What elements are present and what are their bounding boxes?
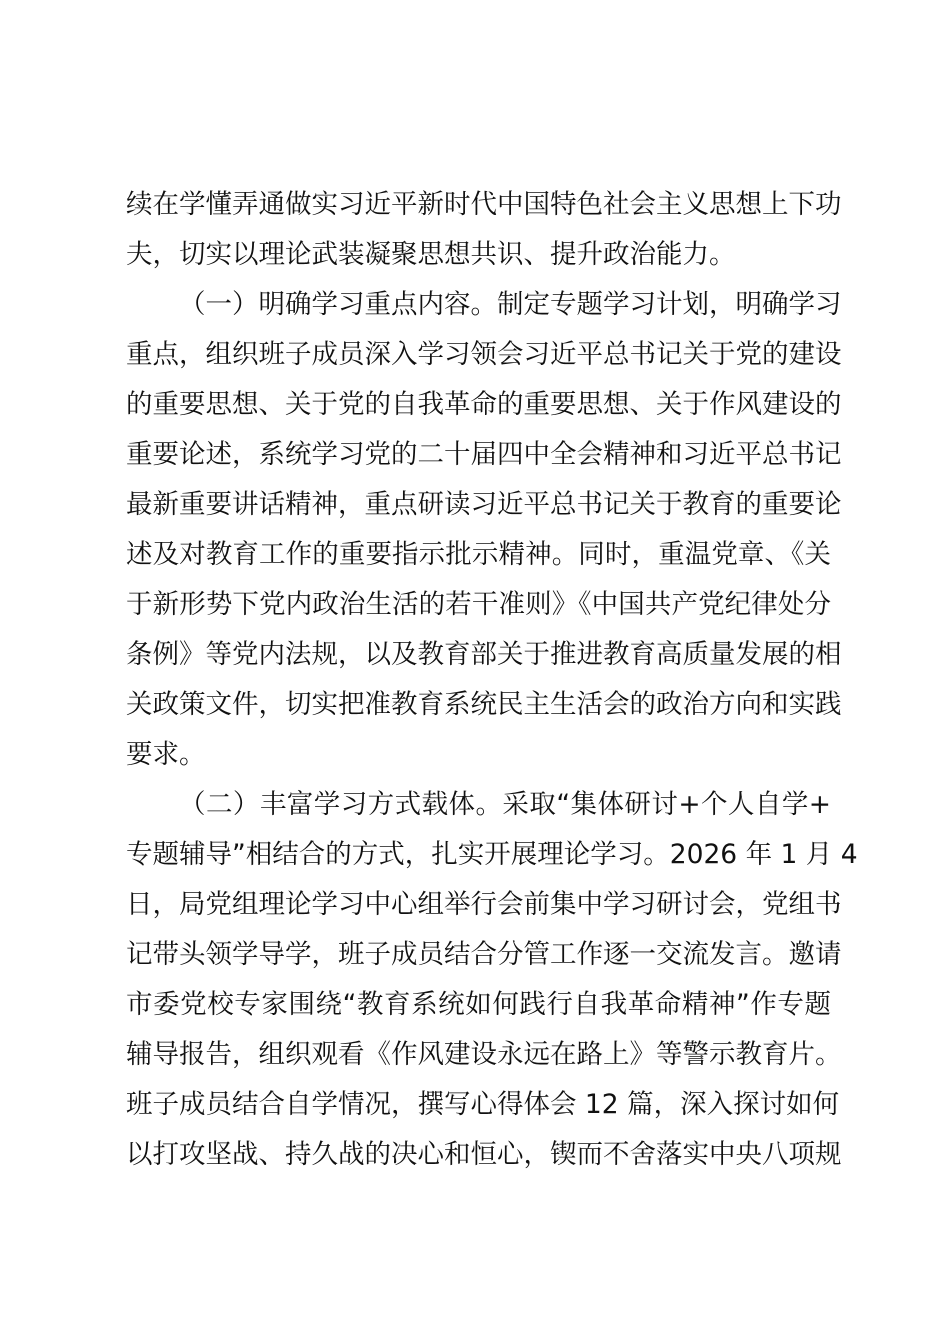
section-heading-line: （二）丰富学习方式载体。采取“集体研讨+个人自学+ — [179, 789, 831, 820]
paragraph-continuation — [126, 180, 842, 280]
text-line: 续在学懂弄通做实习近平新时代中国特色社会主义思想上下功 — [126, 189, 842, 220]
text-line: 日，局党组理论学习中心组举行会前集中学习研讨会，党组书 — [126, 889, 842, 920]
text-line: 班子成员结合自学情况，撰写心得体会 12 篇，深入探讨如何 — [126, 1089, 840, 1120]
text-line: 市委党校专家围绕“教育系统如何践行自我革命精神”作专题 — [126, 989, 831, 1020]
text-line: 夫，切实以理论武装凝聚思想共识、提升政治能力。 — [126, 239, 736, 270]
document-body — [126, 180, 858, 1180]
text-line: 要求。 — [126, 739, 206, 770]
text-line: 辅导报告，组织观看《作风建设永远在路上》等警示教育片。 — [126, 1039, 842, 1070]
text-line: 以打攻坚战、持久战的决心和恒心，锲而不舍落实中央八项规 — [126, 1139, 842, 1170]
text-line: 述及对教育工作的重要指示批示精神。同时，重温党章、《关 — [126, 539, 831, 570]
text-line: 记带头领学导学，班子成员结合分管工作逐一交流发言。邀请 — [126, 939, 842, 970]
text-line: 专题辅导”相结合的方式，扎实开展理论学习。2026 年 1 月 4 — [126, 839, 858, 870]
text-line: 于新形势下党内政治生活的若干准则》《中国共产党纪律处分 — [126, 589, 831, 620]
text-line: 关政策文件，切实把准教育系统民主生活会的政治方向和实践 — [126, 689, 842, 720]
text-line: 的重要思想、关于党的自我革命的重要思想、关于作风建设的 — [126, 389, 842, 420]
section-heading-line: （一）明确学习重点内容。制定专题学习计划，明确学习 — [179, 289, 842, 320]
text-line: 条例》等党内法规，以及教育部关于推进教育高质量发展的相 — [126, 639, 842, 670]
text-line: 重点，组织班子成员深入学习领会习近平总书记关于党的建设 — [126, 339, 842, 370]
paragraph-study-methods — [126, 780, 858, 1180]
text-line: 重要论述，系统学习党的二十届四中全会精神和习近平总书记 — [126, 439, 842, 470]
text-line: 最新重要讲话精神，重点研读习近平总书记关于教育的重要论 — [126, 489, 842, 520]
paragraph-study-focus — [126, 280, 842, 780]
